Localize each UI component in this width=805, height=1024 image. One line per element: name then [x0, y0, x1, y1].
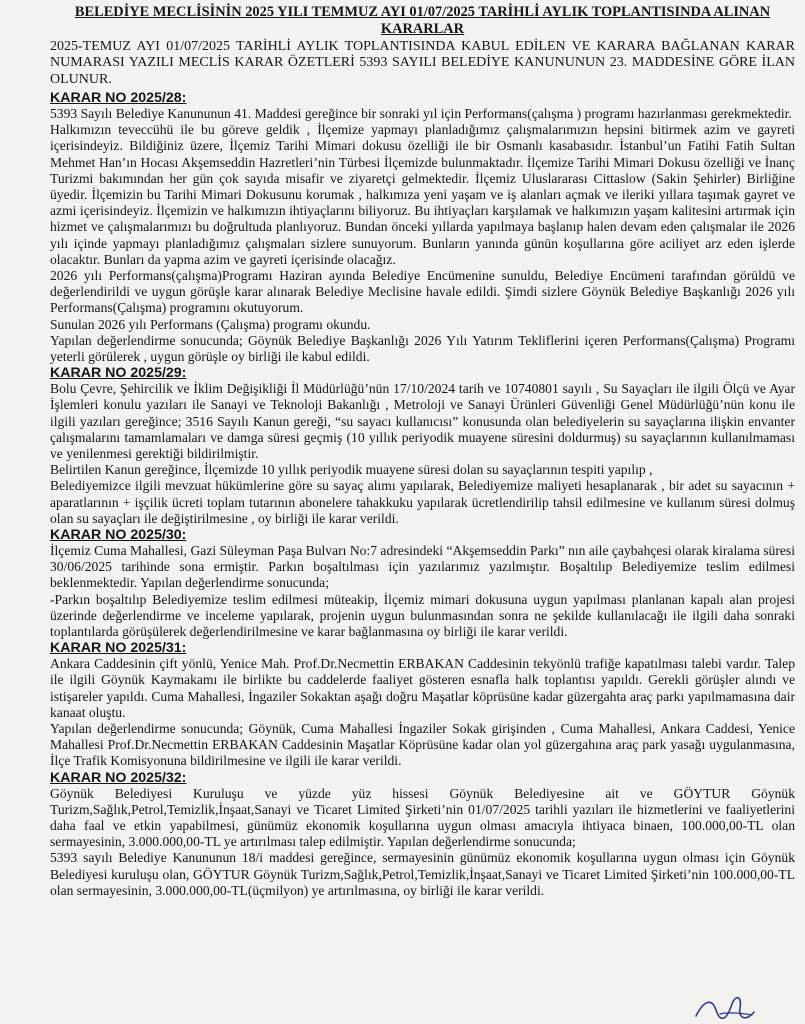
decision-paragraph: Belirtilen Kanun gereğince, İlçemizde 10 yıllık periyodik muayene süresi dolan su sayaçlarının tespiti yapılıp ,	[50, 462, 653, 478]
decision-paragraph: Ankara Caddesinin çift yönlü, Yenice Mah. Prof.Dr.Necmettin ERBAKAN Caddesinin tekyönlü trafiğe kapatılması talebi vardır. Talep ile ilgili Göynük Kaymakamı ile birlikte bu caddelerde faaliyet gösteren esnafla halk toplantısı yapıldı. Gerekli görüşler alındı ve istişareler yapıldı. Cuma Mahallesi, İngaziler Sokaktan aşağı doğru Maşatlar köprüsüne kadar güzergahta araç parkı yapılmamasına dair kanaat oluştu.	[50, 656, 795, 720]
decision-paragraph: Belediyemizce ilgili mevzuat hükümlerine göre su sayaç alımı yapılarak, Belediyemize maliyeti hesaplanarak , bir adet su sayacının + aparatlarının + işçilik ücreti toplam tutarının abonelere tahakkuku yapılarak ücretlendirilip tahsil edilmesine ve kullanım süresi dolmuş olan su sayaçları ile değiştirilmesine , oy birliği ile karar verildi.	[50, 478, 795, 526]
decision-heading: KARAR NO 2025/32:	[50, 769, 187, 786]
handwritten-signature	[690, 992, 760, 1024]
decision-paragraph: -Parkın boşaltılıp Belediyemize teslim edilmesi müteakip, İlçemiz mimari dokusuna uygun yapılması planlanan kapalı alan projesi üzerinde değerlendirme ve inceleme yapılarak, projenin uygun bulunmasından sonra ne şekilde kullanılacağı ile ilgili daha sonraki toplantılarda görüşülerek değerlendirilmesine ve karar bağlanmasına oy birliği ile karar verildi.	[50, 591, 795, 639]
document-title: BELEDİYE MECLİSİNİN 2025 YILI TEMMUZ AYI 01/07/2025 TARİHLİ AYLIK TOPLANTISINDA ALINAN KARARLAR	[74, 4, 771, 37]
decision-paragraph: 5393 sayılı Belediye Kanununun 18/i maddesi gereğince, sermayesinin günümüz ekonomik koşullarına uygun olması için Göynük Belediyesi kuruluşu olan, GÖYTUR Göynük Turizm,Sağlık,Petrol,Temizlik,İnşaat,Sanayi ve Ticaret Limited Şirketi’nin 100.000,00-TL olan sermayesinin, 3.000.000,00-TL(üçmilyon) ye artırılmasına, oy birliği ile karar verildi.	[50, 850, 795, 898]
decision-heading: KARAR NO 2025/29:	[50, 365, 187, 382]
decision-paragraph: Bolu Çevre, Şehircilik ve İklim Değişikliği İl Müdürlüğü’nün 17/10/2024 tarih ve 10740801 sayılı , Su Sayaçları ile ilgili Ölçü ve Ayar İşlemleri konulu yazıları ile Sanayi ve Teknoloji Bakanlığı , Metroloji ve Sanayi Ürünleri Güvenliği Genel Müdürlüğü’nün konu ile ilgili yazıları gereğince; 3516 Sayılı Kanun gereği, “su sayacı kullanıcısı” konusunda olan belediyelerin su sayaçlarına ilişkin envanter çalışmalarını tamamlamaları ve damga süresi geçmiş (10 yıllık periyodik muayene süresini doldurmuş) su sayaçlarının kullanılmaması ve yenilenmesi gerektiği bildirilmiştir.	[50, 381, 795, 461]
decision-paragraph: İlçemiz Cuma Mahallesi, Gazi Süleyman Paşa Bulvarı No:7 adresindeki “Akşemseddin Parkı” nın aile çaybahçesi olarak kiralama süresi 30/06/2025 tarihinde sona ermiştir. Parkın boşaltılması için yazılarımız yazılmıştır. Boşaltılıp Belediyemize teslim edilmesi beklenmektedir. Yapılan değerlendirme sonucunda;	[50, 542, 795, 591]
decision-block	[50, 640, 795, 769]
decision-block	[50, 90, 795, 365]
decision-paragraph: 5393 Sayılı Belediye Kanununun 41. Maddesi gereğince bir sonraki yıl için Performans(çalışma ) programı hazırlanması gerekmektedir.	[50, 105, 792, 121]
decision-paragraph: Yapılan değerlendirme sonucunda; Göynük, Cuma Mahallesi İngaziler Sokak girişinden , Cuma Mahallesi, Ankara Caddesi, Yenice Mahallesi Prof.Dr.Necmettin ERBAKAN Caddesinin Maşatlar Köprüsüne kadar olan yol güzergahına araç park yasağı uygulanmasına, İlçe Trafik Komisyonuna bildirilmesine ve ilgili ile karar verildi.	[50, 721, 795, 769]
decision-paragraph: Yapılan değerlendirme sonucunda; Göynük Belediye Başkanlığı 2026 Yılı Yatırım Tekliflerini içeren Performans(Çalışma) Programı yeterli görülerek , uygun görüşle oy birliği ile kabul edildi.	[50, 332, 795, 364]
decision-paragraph: Göynük Belediyesi Kuruluşu ve yüzde yüz hissesi Göynük Belediyesine ait ve GÖYTUR Göynük Turizm,Sağlık,Petrol,Temizlik,İnşaat,Sanayi ve Ticaret Limited Şirketi’nin 01/07/2025 tarihli yazıları ile hizmetlerini ve faaliyetlerini daha faal ve etkin yapabilmesi, günümüz ekonomik koşullarına uygun olması amacıyla ihtiyaca binaen, 100.000,00-TL olan sermayesinin, 3.000.000,00-TL ye artırılması talep edilmiştir. Yapılan değerlendirme sonucunda;	[50, 785, 795, 850]
document-intro: 2025-TEMUZ AYI 01/07/2025 TARİHLİ AYLIK TOPLANTISINDA KABUL EDİLEN VE KARARA BAĞLANAN KARAR NUMARASI YAZILI MECLİS KARAR ÖZETLERİ 5393 SAYILI BELEDİYE KANUNUNUN 23. MADDESİNE GÖRE İLAN OLUNUR.	[50, 39, 795, 87]
decision-paragraph: 2026 yılı Performans(çalışma)Programı Haziran ayında Belediye Encümenine sunuldu, Belediye Encümeni tarafından görüldü ve değerlendirildi ve uygun görüşle karar alınarak Belediye Meclisine havale edildi. Şimdi sizlere Göynük Belediye Başkanlığı 2026 yılı Performans(Çalışma) programını okutuyorum.	[50, 267, 795, 316]
decision-paragraph: Sunulan 2026 yılı Performans (Çalışma) programı okundu.	[50, 316, 371, 332]
decision-block	[50, 770, 795, 899]
decision-heading: KARAR NO 2025/28:	[50, 89, 187, 106]
decision-heading: KARAR NO 2025/30:	[50, 526, 187, 543]
decision-heading: KARAR NO 2025/31:	[50, 640, 187, 657]
decision-paragraph: Halkımızın teveccühü ile bu göreve geldik , İlçemize yapmayı planladığımız çalışmalarımızın hepsini bitirmek azim ve gayreti içerisindeyiz. Bildiğiniz üzere, İlçemiz Tarihi Mimari dokusu özelliği ile bir Osmanlı kasabasıdır. İstanbul’un Fatihi Fatih Sultan Mehmet Han’ın Hocası Akşemseddin Hazretleri’nin Türbesi İlçemizde bulunmaktadır. İlçemize Tarihi Mimari Dokusu özelliği ve İnanç Turizmi bakımından her gün çok sayıda misafir ve ziyaretçi gelmektedir. İlçemiz Uluslararası Cittaslow (Sakin Şehirler) Birliğine üyedir. İlçemizin bu Tarihi Mimari Dokusunu korumak , halkımıza yeni yaşam ve iş alanları açmak ve ileriki yıllara taşımak gayret ve azmi içerisindeyiz. İlçemizin ve halkımızın ihtiyaçlarını biliyoruz. Bu ihtiyaçları karşılamak ve halkımızın yaşam kalitesini artırmak için hizmet ve çalışmalarımızı bu doğrultuda planlıyoruz. Bundan önceki yıllarda yapılmaya başlanıp halen devam eden çalışmalar ile 2026 yılı içinde yapmayı planladığımız çalışmaları sizlere sunuyorum. Bunların yanında günün koşullarına göre aciliyet arz eden işlerde olacaktır. Bunları da yapma azim ve gayreti içerisinde olacağız.	[50, 122, 795, 267]
decision-block	[50, 527, 795, 640]
decision-block	[50, 365, 795, 527]
